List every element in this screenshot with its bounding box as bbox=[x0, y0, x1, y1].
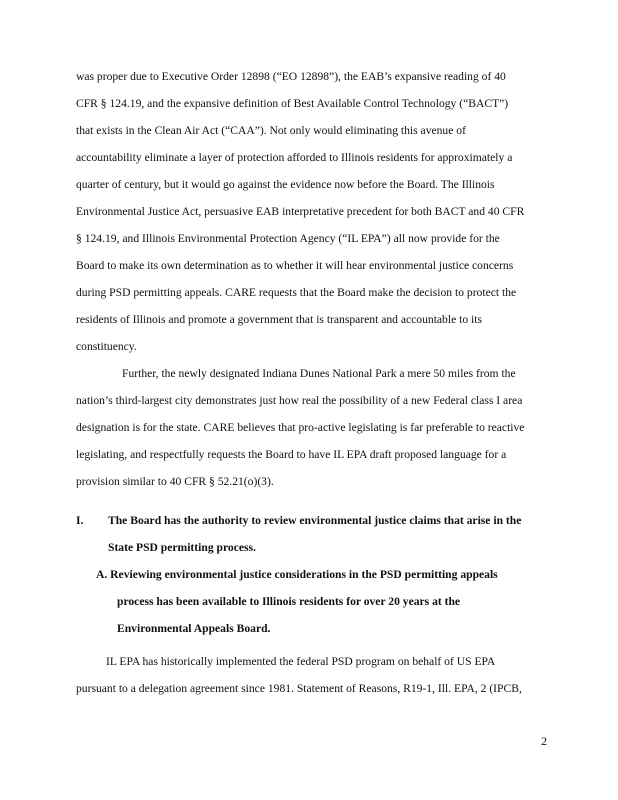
text-line: pursuant to a delegation agreement since 1981. Statement of Reasons, R19-1, Ill. EPA, 2 (IPCB, bbox=[76, 682, 522, 695]
subsection-heading-line: A. Reviewing environmental justice considerations in the PSD permitting appeals bbox=[96, 568, 498, 581]
section-heading-line: The Board has the authority to review environmental justice claims that arise in the bbox=[108, 514, 522, 527]
page-number: 2 bbox=[541, 734, 547, 748]
text-line: accountability eliminate a layer of protection afforded to Illinois residents for approximately a bbox=[76, 151, 513, 164]
text-line: provision similar to 40 CFR § 52.21(o)(3). bbox=[76, 475, 274, 488]
text-line: during PSD permitting appeals. CARE requests that the Board make the decision to protect the bbox=[76, 286, 517, 299]
text-line: CFR § 124.19, and the expansive definition of Best Available Control Technology (“BACT”) bbox=[76, 97, 509, 110]
text-line: § 124.19, and Illinois Environmental Protection Agency (“IL EPA”) all now provide for the bbox=[76, 232, 500, 245]
subsection-heading-line: Environmental Appeals Board. bbox=[117, 622, 271, 635]
text-line: was proper due to Executive Order 12898 (“EO 12898”), the EAB’s expansive reading of 40 bbox=[76, 70, 506, 83]
text-line: IL EPA has historically implemented the federal PSD program on behalf of US EPA bbox=[106, 655, 496, 668]
text-line: quarter of century, but it would go against the evidence now before the Board. The Illinois bbox=[76, 178, 495, 191]
subsection-heading-line: process has been available to Illinois residents for over 20 years at the bbox=[117, 595, 461, 608]
text-line: residents of Illinois and promote a government that is transparent and accountable to its bbox=[76, 313, 482, 326]
section-number: I. bbox=[76, 514, 84, 527]
text-line: Environmental Justice Act, persuasive EAB interpretative precedent for both BACT and 40 CFR bbox=[76, 205, 525, 218]
text-line: Further, the newly designated Indiana Dunes National Park a mere 50 miles from the bbox=[122, 367, 516, 380]
text-line: that exists in the Clean Air Act (“CAA”). Not only would eliminating this avenue of bbox=[76, 124, 466, 137]
text-line: constituency. bbox=[76, 340, 137, 353]
text-line: Board to make its own determination as to whether it will hear environmental justice concerns bbox=[76, 259, 514, 272]
text-line: designation is for the state. CARE believes that pro-active legislating is far preferable to reactive bbox=[76, 421, 525, 434]
text-line: legislating, and respectfully requests the Board to have IL EPA draft proposed language for a bbox=[76, 448, 507, 461]
section-heading-line: State PSD permitting process. bbox=[108, 541, 256, 554]
text-line: nation’s third-largest city demonstrates just how real the possibility of a new Federal class I area bbox=[76, 394, 523, 407]
